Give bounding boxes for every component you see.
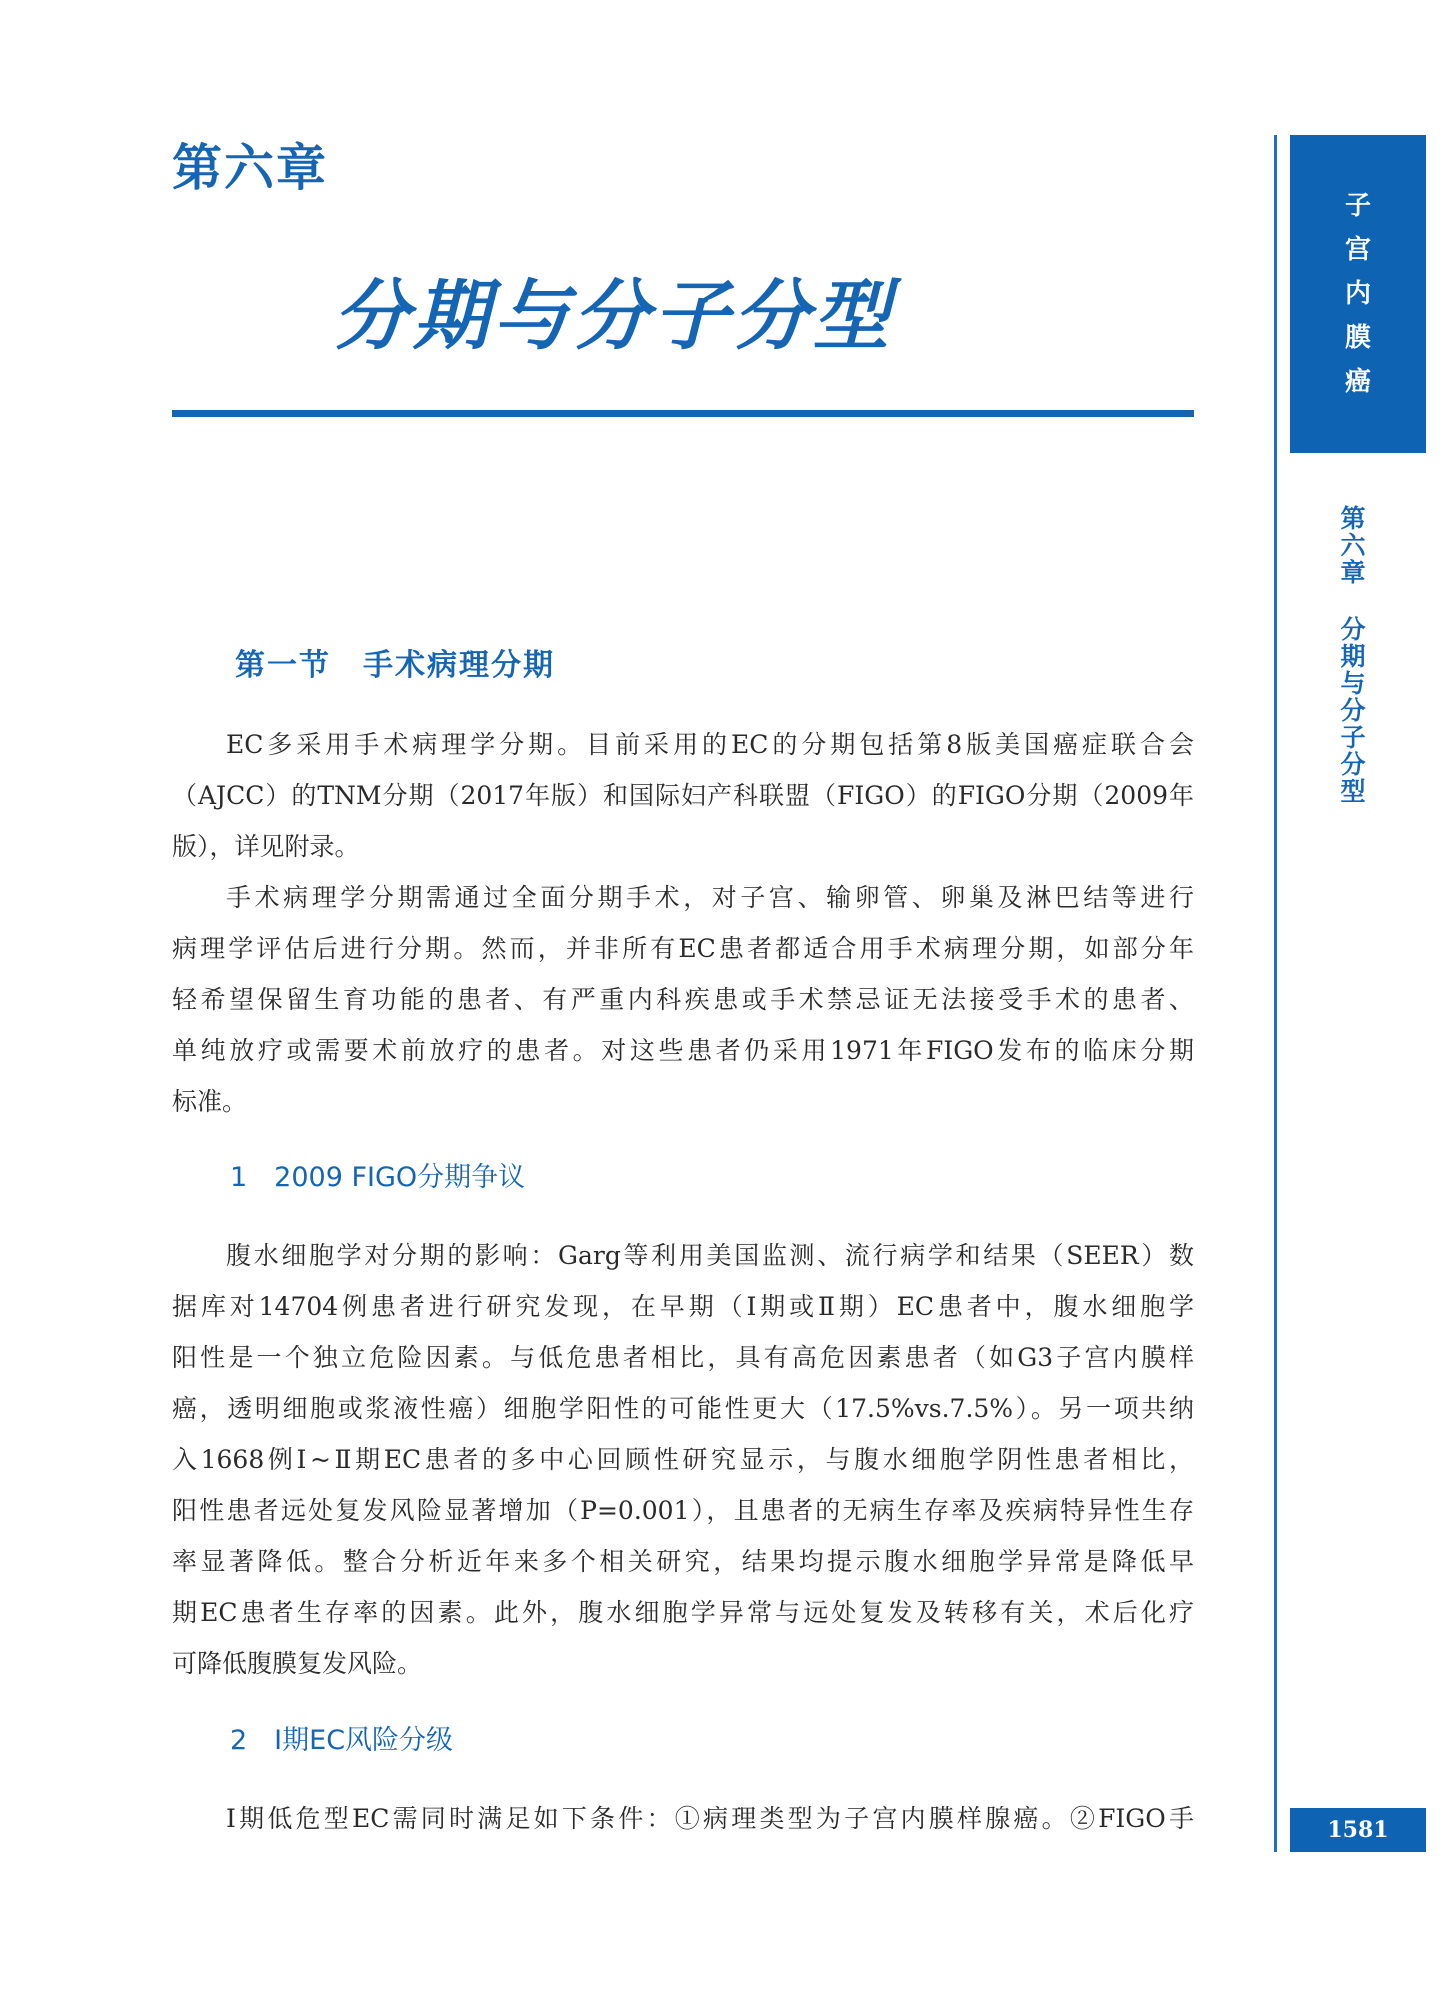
margin-divider: [1274, 135, 1277, 1852]
text-line: 期EC患者生存率的因素。此外，腹水细胞学异常与远处复发及转移有关，术后化疗: [172, 1598, 1194, 1627]
running-char: 章: [1340, 558, 1366, 587]
running-char: 子: [1340, 723, 1366, 752]
paragraph-2: [172, 872, 1194, 1127]
text-line: 据库对14704例患者进行研究发现，在早期（Ⅰ期或Ⅱ期）EC患者中，腹水细胞学: [172, 1292, 1194, 1321]
running-char: 型: [1340, 777, 1366, 806]
section-heading: 第一节 手术病理分期: [235, 648, 555, 683]
tab-char: 内: [1344, 279, 1371, 309]
text-line: （AJCC）的TNM分期（2017年版）和国际妇产科联盟（FIGO）的FIGO分期（2009年: [172, 781, 1194, 810]
running-char: 六: [1340, 531, 1366, 560]
running-char: 第: [1340, 504, 1366, 533]
text-line: 入1668例Ⅰ~Ⅱ期EC患者的多中心回顾性研究显示，与腹水细胞学阴性患者相比，: [172, 1445, 1194, 1474]
text-line: 标准。: [172, 1087, 248, 1116]
tab-char: 膜: [1344, 323, 1371, 353]
running-char: 分: [1340, 750, 1366, 779]
chapter-title: 分期与分子分型: [333, 271, 893, 360]
text-line: 病理学评估后进行分期。然而，并非所有EC患者都适合用手术病理分期，如部分年: [172, 934, 1194, 963]
paragraph-1: [172, 719, 1194, 872]
running-char: 与: [1340, 669, 1366, 698]
text-line: 率显著降低。整合分析近年来多个相关研究，结果均提示腹水细胞学异常是降低早: [172, 1547, 1194, 1576]
text-line: 手术病理学分期需通过全面分期手术，对子宫、输卵管、卵巢及淋巴结等进行: [226, 883, 1194, 912]
subsection-heading: 1 2009 FIGO分期争议: [230, 1162, 526, 1193]
running-char: 分: [1340, 696, 1366, 725]
chapter-label: 第六章: [172, 139, 328, 197]
tab-char: 子: [1344, 191, 1371, 221]
text-line: 单纯放疗或需要术前放疗的患者。对这些患者仍采用1971年FIGO发布的临床分期: [172, 1036, 1194, 1065]
text-line: 腹水细胞学对分期的影响：Garg等利用美国监测、流行病学和结果（SEER）数: [226, 1241, 1194, 1270]
text-line: Ⅰ期低危型EC需同时满足如下条件：①病理类型为子宫内膜样腺癌。②FIGO手: [226, 1804, 1194, 1833]
text-line: 可降低腹膜复发风险。: [172, 1649, 423, 1678]
running-char: 期: [1340, 642, 1366, 671]
text-line: 阳性是一个独立危险因素。与低危患者相比，具有高危因素患者（如G3子宫内膜样: [172, 1343, 1194, 1372]
text-line: 轻希望保留生育功能的患者、有严重内科疾患或手术禁忌证无法接受手术的患者、: [172, 985, 1194, 1014]
text-line: EC多采用手术病理学分期。目前采用的EC的分期包括第8版美国癌症联合会: [226, 730, 1194, 759]
running-header-vertical: [1338, 505, 1368, 805]
text-line: 阳性患者远处复发风险显著增加（P=0.001），且患者的无病生存率及疾病特异性生存: [172, 1496, 1194, 1525]
paragraph-3: [172, 1230, 1194, 1689]
tab-char: 癌: [1344, 367, 1371, 397]
book-title-tab: [1290, 135, 1426, 453]
title-rule: [172, 410, 1194, 417]
subsection-heading: 2 Ⅰ期EC风险分级: [230, 1725, 454, 1756]
paragraph-4: [172, 1793, 1194, 1844]
tab-char: 宫: [1344, 235, 1371, 265]
page-number: 1581: [1290, 1808, 1426, 1852]
running-char: 分: [1340, 615, 1366, 644]
text-line: 癌，透明细胞或浆液性癌）细胞学阳性的可能性更大（17.5%vs.7.5%）。另一项共纳: [172, 1394, 1194, 1423]
text-line: 版），详见附录。: [172, 832, 360, 861]
